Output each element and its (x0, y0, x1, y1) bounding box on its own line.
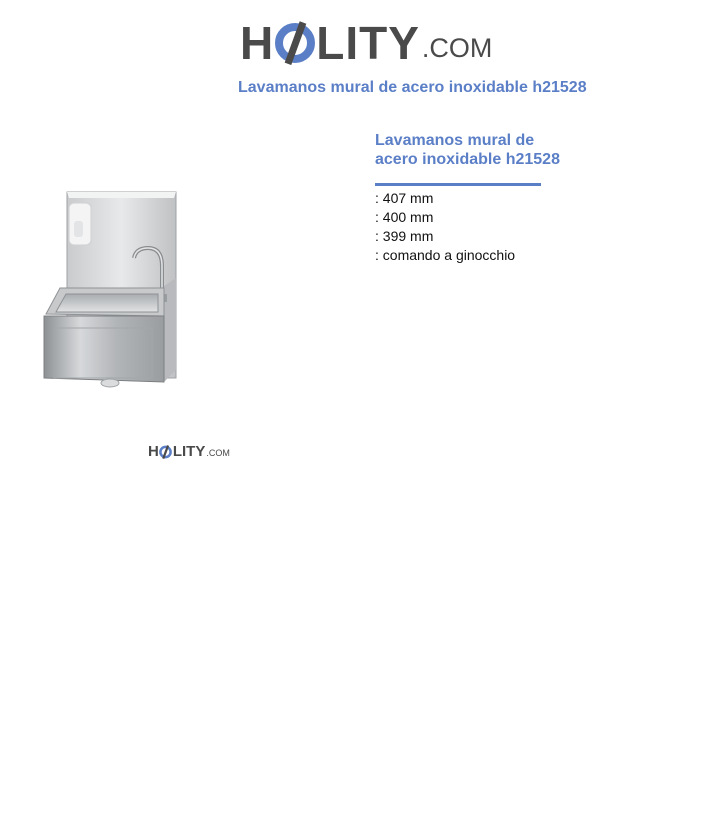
spec-item: : 400 mm (375, 209, 434, 225)
product-details (375, 131, 695, 265)
page-title: Lavamanos mural de acero inoxidable h21528 (238, 79, 587, 96)
brand-logo-small-letters: LITY (172, 443, 206, 460)
spec-list (375, 189, 695, 265)
product-title: Lavamanos mural de acero inoxidable h21528 (375, 132, 560, 168)
spec-item: : comando a ginocchio (375, 247, 516, 263)
brand-logo-small-letter-h: H (148, 443, 159, 460)
brand-logo-suffix: .COM (421, 33, 493, 63)
spec-item: : 407 mm (375, 190, 434, 206)
brand-logo-small (148, 444, 230, 459)
stainless-steel-wall-sink-image (40, 188, 182, 392)
brand-logo-letters: LITY (316, 17, 420, 69)
spec-item: : 399 mm (375, 228, 434, 244)
brand-logo-small-suffix: .COM (206, 448, 230, 458)
brand-logo-letter-h: H (240, 17, 275, 69)
brand-logo[interactable] (240, 14, 493, 69)
brand-logo-small-o-icon (159, 445, 172, 459)
title-divider (375, 183, 541, 186)
brand-logo-o-icon (275, 21, 315, 65)
brand-wordmark-small (148, 444, 205, 459)
brand-wordmark (240, 17, 420, 69)
